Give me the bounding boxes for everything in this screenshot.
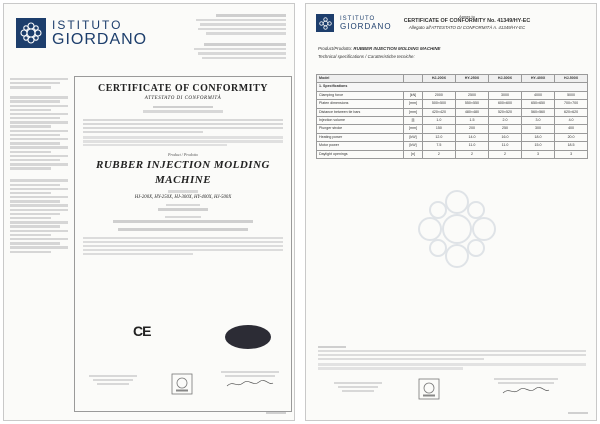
spec-value-cell: 250 [489,125,522,133]
spec-value-cell: 12.0 [423,133,456,141]
certificate-subtitle: ATTESTATO DI CONFORMITÀ [144,96,222,101]
signature-icon [225,379,275,389]
spec-value-cell: 2 [423,150,456,158]
header-address-block [186,12,286,61]
table-header-cell: HJ-300X [489,75,522,83]
spec-value-cell: 7.5 [423,142,456,150]
watermark-emblem-icon [402,174,512,284]
annex-product-line [318,46,441,51]
table-row [317,125,588,133]
spec-value-cell: 3 [521,150,554,158]
brand-name-line2: GIORDANO [340,21,392,31]
annex-tech-line: Technical specifications / Caratteristiche tecniche: [318,54,415,59]
brand-emblem-icon [16,18,46,48]
spec-value-cell: 2.0 [489,117,522,125]
spec-value-cell: 4000 [521,91,554,99]
product-models: HJ-200X, HY-250X, HJ-300X, HY-400X, HJ-500X [134,194,232,200]
spec-value-cell: 150 [423,125,456,133]
page-number [266,412,286,414]
table-row [317,117,588,125]
brand-emblem-icon [316,14,334,32]
spec-name-cell: Clamping force [317,91,404,99]
brand-logo [16,18,147,48]
page-number [568,412,588,414]
spec-name-cell: Distance between tie bars [317,108,404,116]
spec-unit-cell: [kW] [404,133,423,141]
spec-unit-cell: [mm] [404,100,423,108]
spec-value-cell: 5000 [555,91,588,99]
spec-value-cell: 2 [455,150,488,158]
spec-value-cell: 600×600 [489,100,522,108]
spec-value-cell: 18.5 [555,142,588,150]
annex-subtitle: Allegato all'ATTESTATO DI CONFORMITÀ n. 41349/HY-EC [408,24,526,30]
table-group-row [317,83,588,91]
brand-name-line1: ISTITUTO [52,17,123,32]
spec-value-cell: 200 [455,125,488,133]
spec-unit-cell: [mm] [404,108,423,116]
table-header-cell: Model [317,75,404,83]
table-row [317,91,588,99]
table-row [317,150,588,158]
certificate-title: CERTIFICATE OF CONFORMITY [98,83,268,94]
accreditation-emblem-icon [171,373,193,395]
table-group-label: 1. Specifications [317,83,588,91]
spec-value-cell: 18.0 [521,133,554,141]
table-header-cell [404,75,423,83]
table-row [317,100,588,108]
brand-name-line1: ISTITUTO [340,15,376,22]
spec-value-cell: 16.0 [489,133,522,141]
spec-value-cell: 2 [489,150,522,158]
table-header-cell: HJ-200X [423,75,456,83]
annex-product-prefix: Product/Prodotto: [318,46,353,51]
left-notes-column [10,76,68,255]
spec-value-cell: 620×620 [555,108,588,116]
spec-unit-cell: [l] [404,117,423,125]
ce-mark: CE [133,323,151,339]
certificate-frame [74,76,292,412]
spec-value-cell: 3 [555,150,588,158]
annex-product-name: RUBBER INJECTION MOLDING MACHINE [353,46,441,51]
spec-value-cell: 700×700 [555,100,588,108]
table-header-row [317,75,588,83]
spec-value-cell: 15.0 [521,142,554,150]
spec-value-cell: 560×560 [521,108,554,116]
spec-value-cell: 11.0 [489,142,522,150]
table-row [317,108,588,116]
spec-value-cell: 420×420 [423,108,456,116]
spec-value-cell: 2000 [423,91,456,99]
accreditation-emblem-icon [418,378,440,400]
annex-title: CERTIFICATE OF CONFORMITY No. 41349/HY-EC [403,18,531,25]
product-label: Product / Prodotto [168,152,198,158]
spec-value-cell: 300 [521,125,554,133]
table-row [317,133,588,141]
spec-value-cell: 1.5 [455,117,488,125]
spec-value-cell: 2500 [455,91,488,99]
spec-value-cell: 4.0 [555,117,588,125]
spec-value-cell: 3000 [489,91,522,99]
table-header-cell: HY-250X [455,75,488,83]
table-header-cell: HJ-500X [555,75,588,83]
spec-value-cell: 480×480 [455,108,488,116]
table-row [317,142,588,150]
official-stamp [225,325,271,349]
brand-name-line2: GIORDANO [52,30,148,48]
certificate-page [3,3,295,421]
spec-value-cell: 650×650 [521,100,554,108]
annex-heading [362,14,572,30]
certificate-intro-text [83,119,283,147]
spec-value-cell: 1.0 [423,117,456,125]
annex-notes [318,344,586,371]
issuer-signature-block [328,380,388,394]
table-header-cell: HY-400X [521,75,554,83]
spec-value-cell: 20.0 [555,133,588,141]
spec-value-cell: 520×520 [489,108,522,116]
spec-name-cell: Injection volume [317,117,404,125]
spec-value-cell: 14.0 [455,133,488,141]
specifications-table [316,74,588,159]
annex-line1: Annex to [459,14,475,19]
certificate-conditions-text [83,237,283,255]
spec-unit-cell: [n] [404,150,423,158]
spec-name-cell: Platen dimensions [317,100,404,108]
product-name-line2: MACHINE [154,174,212,187]
spec-name-cell: Motor power [317,142,404,150]
issuer-signature-block [83,373,143,387]
spec-value-cell: 11.0 [455,142,488,150]
annex-page [305,3,597,421]
spec-value-cell: 3.0 [521,117,554,125]
spec-name-cell: Plunger stroke [317,125,404,133]
spec-unit-cell: [kW] [404,142,423,150]
spec-unit-cell: [kN] [404,91,423,99]
spec-name-cell: Daylight openings [317,150,404,158]
product-name-line1: RUBBER INJECTION MOLDING [96,159,270,172]
signature-icon [501,386,551,396]
spec-value-cell: 500×500 [423,100,456,108]
spec-unit-cell: [mm] [404,125,423,133]
spec-value-cell: 400 [555,125,588,133]
spec-value-cell: 550×550 [455,100,488,108]
director-signature-block [215,369,285,390]
director-signature-block [486,376,566,397]
spec-name-cell: Heating power [317,133,404,141]
